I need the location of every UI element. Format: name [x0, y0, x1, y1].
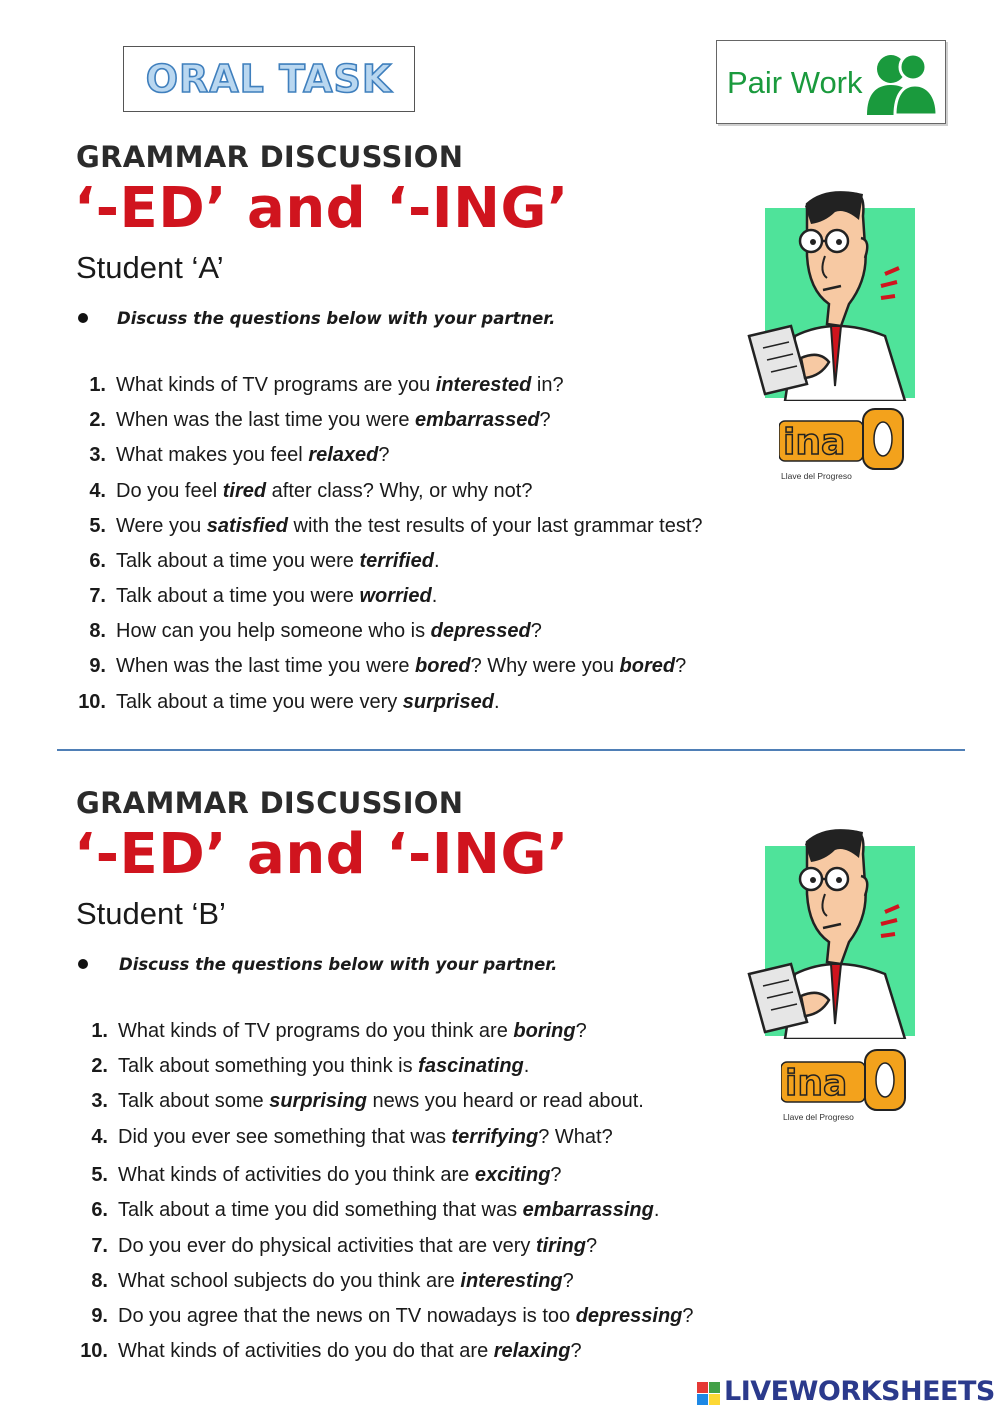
- question-item: [72, 1164, 562, 1187]
- question-text: Do you feel: [116, 480, 223, 502]
- question-text: How can you help someone who is: [116, 620, 431, 642]
- ed-ing-title: ‘-ED’ and ‘-ING’: [74, 822, 569, 887]
- question-text-end: news you heard or read about.: [367, 1090, 644, 1112]
- liveworksheets-wordmark[interactable]: LIVEWORKSHEETS: [724, 1376, 995, 1407]
- question-keyword: embarrassed: [415, 409, 540, 431]
- question-text-end: ?: [585, 1235, 598, 1257]
- question-number: 3.: [91, 1090, 108, 1112]
- logo-tagline: Llave del Progreso: [781, 471, 852, 481]
- question-text: Talk about a time you did something that was: [118, 1199, 523, 1221]
- question-text: Do you ever do physical activities that are very: [118, 1235, 536, 1257]
- question-text: What school subjects do you think are: [118, 1270, 461, 1292]
- question-keyword: depressing: [575, 1305, 683, 1327]
- question-text: Do you agree that the news on TV nowadays is too: [118, 1305, 576, 1327]
- question-number: 4.: [89, 480, 106, 502]
- oral-task-title: ORAL TASK: [145, 57, 393, 101]
- question-number: 5.: [89, 515, 106, 537]
- question-item: [70, 691, 500, 714]
- question-number: 9.: [91, 1305, 108, 1327]
- question-item: [72, 1305, 694, 1328]
- question-item: [70, 480, 532, 503]
- instruction-text: Discuss the questions below with your partner.: [119, 955, 558, 974]
- question-text-end: ?: [682, 1305, 694, 1327]
- question-keyword: embarrassing: [522, 1199, 654, 1221]
- question-text: Talk about some: [118, 1090, 270, 1112]
- student-label: Student ‘A’: [76, 250, 224, 285]
- people-icon: [865, 45, 939, 119]
- question-keyword: depressed: [430, 620, 531, 642]
- question-text: Were you: [116, 515, 207, 537]
- question-number: 6.: [91, 1199, 108, 1221]
- question-number: 4.: [91, 1126, 108, 1148]
- question-item: [70, 550, 440, 573]
- question-item: [72, 1055, 529, 1078]
- question-text: When was the last time you were: [116, 655, 416, 677]
- question-text-end: ?: [530, 620, 542, 642]
- question-text: Talk about a time you were: [116, 550, 360, 572]
- question-number: 10.: [80, 1340, 108, 1362]
- question-item: [70, 655, 686, 678]
- liveworksheets-icon: [697, 1382, 721, 1406]
- question-item: [72, 1199, 659, 1222]
- teacher-illustration: [745, 824, 920, 1039]
- question-item: [70, 515, 703, 538]
- question-number: 5.: [91, 1164, 108, 1186]
- question-keyword: worried: [359, 585, 432, 607]
- pair-work-badge: [716, 40, 946, 124]
- question-text-end: ?: [575, 1020, 587, 1042]
- question-keyword: tired: [222, 480, 267, 502]
- question-text: When was the last time you were: [116, 409, 416, 431]
- question-text: What kinds of activities do you do that are: [118, 1340, 494, 1362]
- question-text-end: after class? Why, or why not?: [266, 480, 533, 502]
- question-keyword: interested: [435, 374, 532, 396]
- grammar-discussion-title: GRAMMAR DISCUSSION: [76, 786, 464, 820]
- logo-wordmark: ina: [783, 422, 846, 463]
- question-keyword: satisfied: [206, 515, 288, 537]
- question-item: [72, 1340, 582, 1363]
- question-text: What kinds of TV programs are you: [116, 374, 436, 396]
- question-item: [72, 1020, 587, 1043]
- question-keyword: terrifying: [451, 1126, 539, 1148]
- question-text-end: .: [433, 550, 440, 572]
- question-item: [70, 374, 564, 397]
- question-text-end: ?: [378, 444, 390, 466]
- teacher-illustration: [745, 186, 920, 401]
- question-keyword: boring: [513, 1020, 576, 1042]
- question-item: [70, 409, 551, 432]
- question-item: [72, 1126, 613, 1149]
- question-text: Talk about a time you were: [116, 585, 360, 607]
- question-item: [70, 620, 542, 643]
- question-item: [72, 1270, 574, 1293]
- question-keyword: terrified: [359, 550, 434, 572]
- ed-ing-title: ‘-ED’ and ‘-ING’: [74, 176, 569, 241]
- question-keyword: relaxed: [308, 444, 379, 466]
- question-number: 2.: [89, 409, 106, 431]
- question-text-end: ? What?: [538, 1126, 613, 1148]
- question-text-end: .: [493, 691, 500, 713]
- question-keyword: bored: [619, 655, 676, 677]
- question-number: 1.: [89, 374, 106, 396]
- ina-logo: [779, 407, 907, 485]
- question-text-end: .: [431, 585, 438, 607]
- question-keyword: exciting: [474, 1164, 551, 1186]
- student-label: Student ‘B’: [76, 896, 226, 931]
- question-text: Talk about a time you were very: [116, 691, 403, 713]
- question-text-end: ?: [570, 1340, 582, 1362]
- question-item: [70, 585, 437, 608]
- question-number: 8.: [91, 1270, 108, 1292]
- question-keyword: surprised: [402, 691, 494, 713]
- question-item: [72, 1090, 644, 1113]
- question-text: What kinds of TV programs do you think are: [118, 1020, 514, 1042]
- instruction-text: Discuss the questions below with your partner.: [117, 309, 556, 328]
- question-keyword: surprising: [269, 1090, 367, 1112]
- oral-task-box: [123, 46, 415, 112]
- question-text-end: .: [523, 1055, 530, 1077]
- question-text: What makes you feel: [116, 444, 309, 466]
- question-number: 9.: [89, 655, 106, 677]
- question-text: What kinds of activities do you think are: [118, 1164, 475, 1186]
- question-text: Did you ever see something that was: [118, 1126, 452, 1148]
- question-keyword: fascinating: [418, 1055, 524, 1077]
- bullet: [78, 959, 88, 969]
- ina-logo: [781, 1048, 909, 1126]
- bullet: [78, 313, 88, 323]
- question-text-end: with the test results of your last grammar test?: [287, 515, 703, 537]
- question-keyword: interesting: [460, 1270, 563, 1292]
- question-item: [72, 1235, 597, 1258]
- logo-tagline: Llave del Progreso: [783, 1112, 854, 1122]
- pair-work-label: Pair Work: [727, 65, 863, 100]
- question-number: 7.: [91, 1235, 108, 1257]
- question-text-mid: ? Why were you: [470, 655, 620, 677]
- question-text-end: ?: [675, 655, 687, 677]
- question-text-end: .: [653, 1199, 660, 1221]
- question-text: Talk about something you think is: [118, 1055, 419, 1077]
- section-divider: [57, 749, 965, 751]
- question-number: 3.: [89, 444, 106, 466]
- logo-wordmark: ina: [785, 1063, 848, 1104]
- question-number: 10.: [78, 691, 106, 713]
- question-item: [70, 444, 390, 467]
- question-keyword: relaxing: [493, 1340, 571, 1362]
- question-number: 1.: [91, 1020, 108, 1042]
- question-number: 2.: [91, 1055, 108, 1077]
- question-number: 8.: [89, 620, 106, 642]
- question-text-end: ?: [539, 409, 551, 431]
- grammar-discussion-title: GRAMMAR DISCUSSION: [76, 140, 464, 174]
- question-text-end: ?: [562, 1270, 574, 1292]
- question-text-end: ?: [550, 1164, 562, 1186]
- question-text-end: in?: [531, 374, 564, 396]
- question-keyword: tiring: [535, 1235, 586, 1257]
- question-number: 7.: [89, 585, 106, 607]
- question-keyword: bored: [415, 655, 471, 677]
- question-number: 6.: [89, 550, 106, 572]
